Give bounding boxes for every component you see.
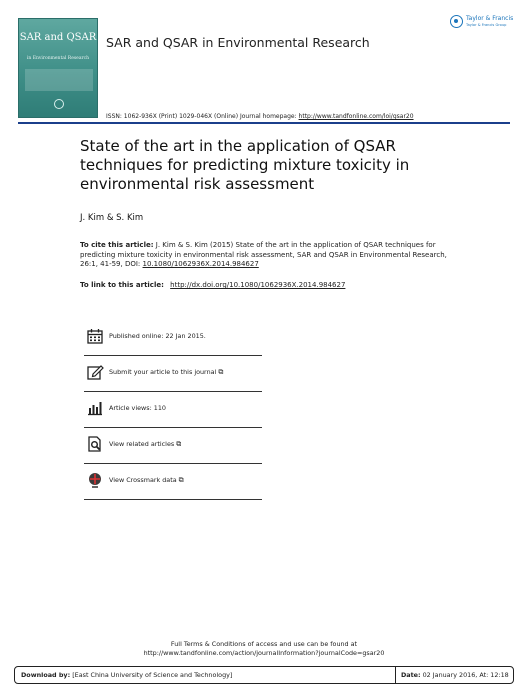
bar-divider (395, 667, 396, 683)
info-article-views (84, 392, 262, 428)
edit-icon (86, 363, 104, 381)
journal-homepage-link[interactable]: http://www.tandfonline.com/loi/gsar20 (298, 113, 414, 120)
issn-text: ISSN: 1062-936X (Print) 1029-046X (Online) Journal homepage: (106, 113, 297, 120)
calendar-icon (86, 327, 104, 345)
cover-band (25, 69, 93, 91)
download-by (21, 671, 232, 679)
publisher-tagline: Taylor & Francis Group (466, 23, 507, 27)
article-title: State of the art in the application of QSAR techniques for predicting mixture toxicity in environmental risk assessment (80, 137, 410, 193)
info-related-articles[interactable] (84, 428, 262, 464)
article-link-line (80, 281, 345, 289)
download-info-bar (14, 666, 514, 684)
download-value: [East China University of Science and Technology] (72, 671, 233, 679)
citation-doi-link[interactable]: 10.1080/1062936X.2014.984627 (142, 260, 259, 269)
external-link-icon: ⧉ (218, 368, 224, 376)
article-views-text: Article views: 110 (109, 404, 166, 412)
cover-subtitle: in Environmental Research (26, 56, 90, 61)
publisher-logo-icon (450, 15, 463, 28)
header-rule (18, 122, 510, 124)
bar-chart-icon (86, 399, 104, 417)
citation-text: J. Kim & S. Kim (2015) State of the art in the application of QSAR techniques for predicting mixture toxicity in environmental risk assessment, SAR and QSAR in Environmental Research, 26:1, 41-59, DOI: (80, 241, 447, 269)
submit-article-link[interactable] (109, 368, 223, 377)
date-value: 02 January 2016, At: 12:18 (422, 671, 509, 679)
related-articles-link[interactable] (109, 440, 181, 449)
related-articles-label: View related articles (109, 440, 175, 448)
publisher-name: Taylor & Francis (466, 15, 514, 22)
article-link-label: To link to this article: (80, 281, 164, 289)
info-crossmark[interactable] (84, 464, 262, 500)
crossmark-icon (86, 471, 104, 489)
citation-label: To cite this article: (80, 241, 154, 249)
submit-article-label: Submit your article to this journal (109, 368, 217, 376)
search-document-icon (86, 435, 104, 453)
journal-title: SAR and QSAR in Environmental Research (106, 35, 370, 50)
cover-title: SAR and QSAR (19, 32, 97, 43)
info-published-text: Published online: 22 Jan 2015. (109, 332, 206, 340)
external-link-icon: ⧉ (176, 440, 182, 448)
crossmark-label: View Crossmark data (109, 476, 177, 484)
publisher-logo[interactable] (450, 14, 514, 34)
download-date (401, 671, 509, 679)
date-label: Date: (401, 671, 421, 679)
terms-footer (0, 640, 528, 658)
article-doi-link[interactable]: http://dx.doi.org/10.1080/1062936X.2014.984627 (170, 281, 346, 289)
terms-url-link[interactable]: http://www.tandfonline.com/action/journalInformation?journalCode=gsar20 (143, 649, 385, 657)
external-link-icon: ⧉ (178, 476, 184, 484)
issn-line (106, 113, 414, 120)
article-info-list (84, 320, 262, 500)
citation-block (80, 241, 460, 270)
info-submit-article[interactable] (84, 356, 262, 392)
article-authors: J. Kim & S. Kim (80, 213, 144, 223)
crossmark-link[interactable] (109, 476, 184, 485)
info-published (84, 320, 262, 356)
cover-publisher-logo (54, 99, 64, 109)
terms-line: Full Terms & Conditions of access and use can be found at (170, 640, 358, 648)
download-label: Download by: (21, 671, 71, 679)
journal-cover-image (18, 18, 98, 118)
